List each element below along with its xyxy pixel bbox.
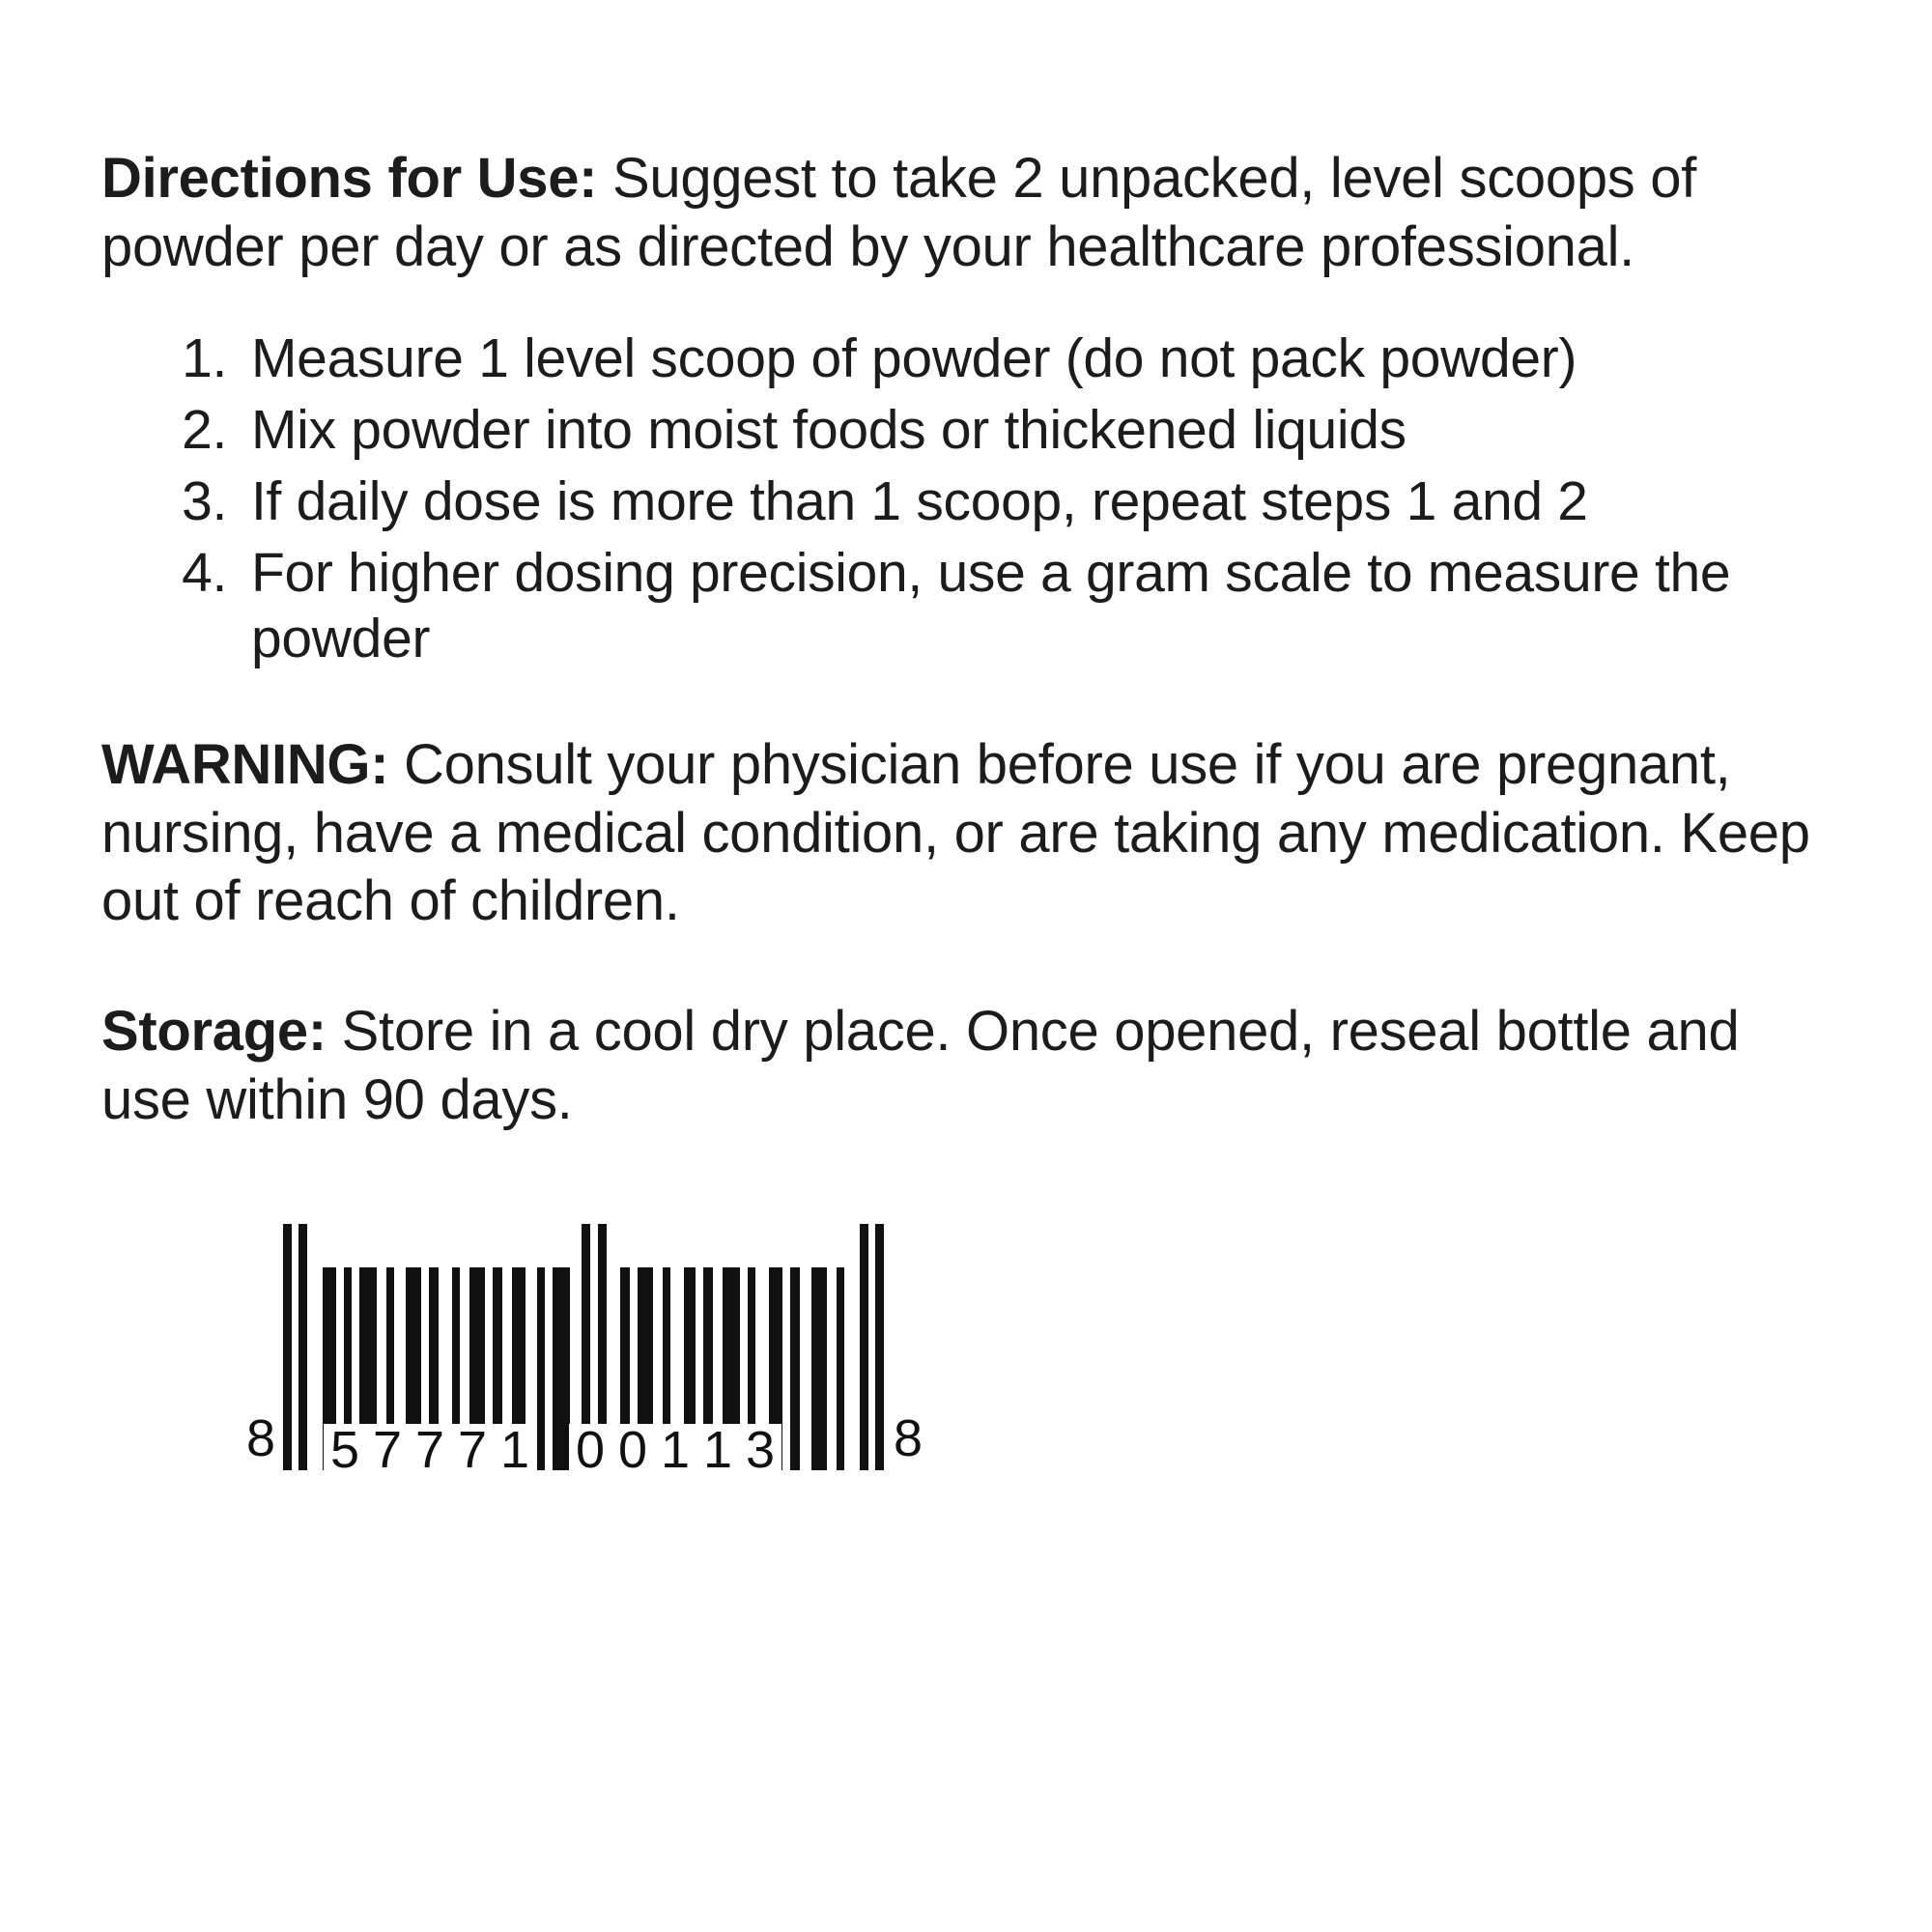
- step-text: Measure 1 level scoop of powder (do not pack powder): [251, 327, 1577, 389]
- directions-heading: Directions for Use:: [101, 147, 598, 210]
- list-item: [101, 469, 1831, 534]
- step-text: Mix powder into moist foods or thickened liquids: [251, 398, 1406, 461]
- warning-heading: WARNING:: [101, 732, 389, 796]
- barcode-bars: [283, 1224, 884, 1470]
- spacer: [101, 980, 1831, 998]
- directions-paragraph: [101, 145, 1831, 282]
- step-text: If daily dose is more than 1 scoop, repeat steps 1 and 2: [251, 470, 1588, 532]
- step-number: 4.: [182, 542, 227, 605]
- directions-body: Suggest to take 2 unpacked, level scoops of powder per day or as directed by your healthcare professional.: [101, 147, 1697, 278]
- storage-paragraph: [101, 998, 1831, 1135]
- warning-paragraph: [101, 731, 1831, 936]
- barcode-left-digit: 8: [246, 1408, 276, 1467]
- barcode-group-left: 5 7 7 7 1: [324, 1424, 536, 1476]
- barcode-right-digit: 8: [894, 1408, 923, 1467]
- list-item: [101, 541, 1831, 671]
- barcode: [246, 1224, 1831, 1479]
- directions-steps-list: [101, 327, 1831, 671]
- list-item: [101, 327, 1831, 391]
- warning-body: Consult your physician before use if you are pregnant, nursing, have a medical condition, or are taking any medication. Keep out of reach of children.: [101, 732, 1810, 933]
- barcode-group-right: 0 0 1 1 3: [569, 1424, 781, 1476]
- step-number: 2.: [182, 398, 227, 461]
- storage-body: Store in a cool dry place. Once opened, reseal bottle and use within 90 days.: [101, 1000, 1740, 1131]
- step-text: For higher dosing precision, use a gram scale to measure the powder: [251, 542, 1731, 669]
- barcode-core: [283, 1224, 884, 1479]
- storage-heading: Storage:: [101, 1000, 327, 1063]
- step-number: 1.: [182, 327, 227, 389]
- list-item: [101, 398, 1831, 463]
- step-number: 3.: [182, 470, 227, 532]
